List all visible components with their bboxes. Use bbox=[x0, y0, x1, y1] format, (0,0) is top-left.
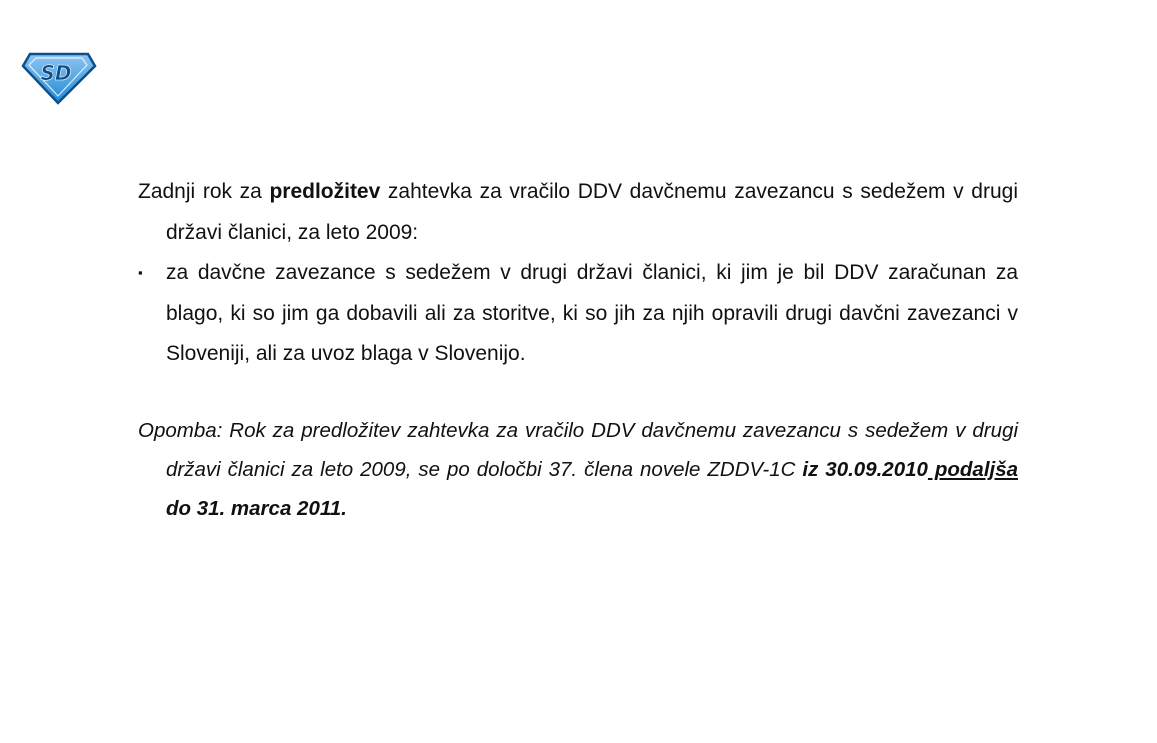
note-bold-deadline: do 31. marca 2011. bbox=[166, 496, 347, 520]
note-paragraph bbox=[138, 411, 1018, 528]
shield-logo-icon bbox=[20, 48, 98, 106]
note-bold-underlined: podaljša bbox=[927, 457, 1019, 481]
bullet-item bbox=[138, 253, 1018, 375]
note-bold-date: iz 30.09.2010 bbox=[802, 457, 928, 481]
intro-paragraph bbox=[138, 172, 1018, 253]
bullet-marker-icon: ▪ bbox=[138, 265, 143, 280]
company-logo bbox=[20, 48, 98, 106]
intro-text-end: zahtevka za vračilo DDV davčnemu zavezancu s sedežem v drugi državi članici, za leto 2009: bbox=[166, 180, 1018, 244]
bullet-text: za davčne zavezance s sedežem v drugi državi članici, ki jim je bil DDV zaračunan za blago, ki so jim ga dobavili ali za storitve, ki so jih za njih opravili drugi davčni zavezanci v Sloveniji, ali za uvoz blaga v Slovenijo. bbox=[166, 261, 1018, 365]
intro-bold-word: predložitev bbox=[269, 180, 381, 203]
document-body bbox=[138, 172, 1018, 548]
intro-text-start: Zadnji rok za bbox=[138, 180, 270, 203]
note-text: Opomba: Rok za predložitev zahtevka za vračilo DDV davčnemu zavezancu s sedežem v drugi državi članici za leto 2009, se po določbi 37. člena novele ZDDV-1C bbox=[138, 418, 1018, 481]
svg-text:SD: SD bbox=[40, 61, 72, 85]
